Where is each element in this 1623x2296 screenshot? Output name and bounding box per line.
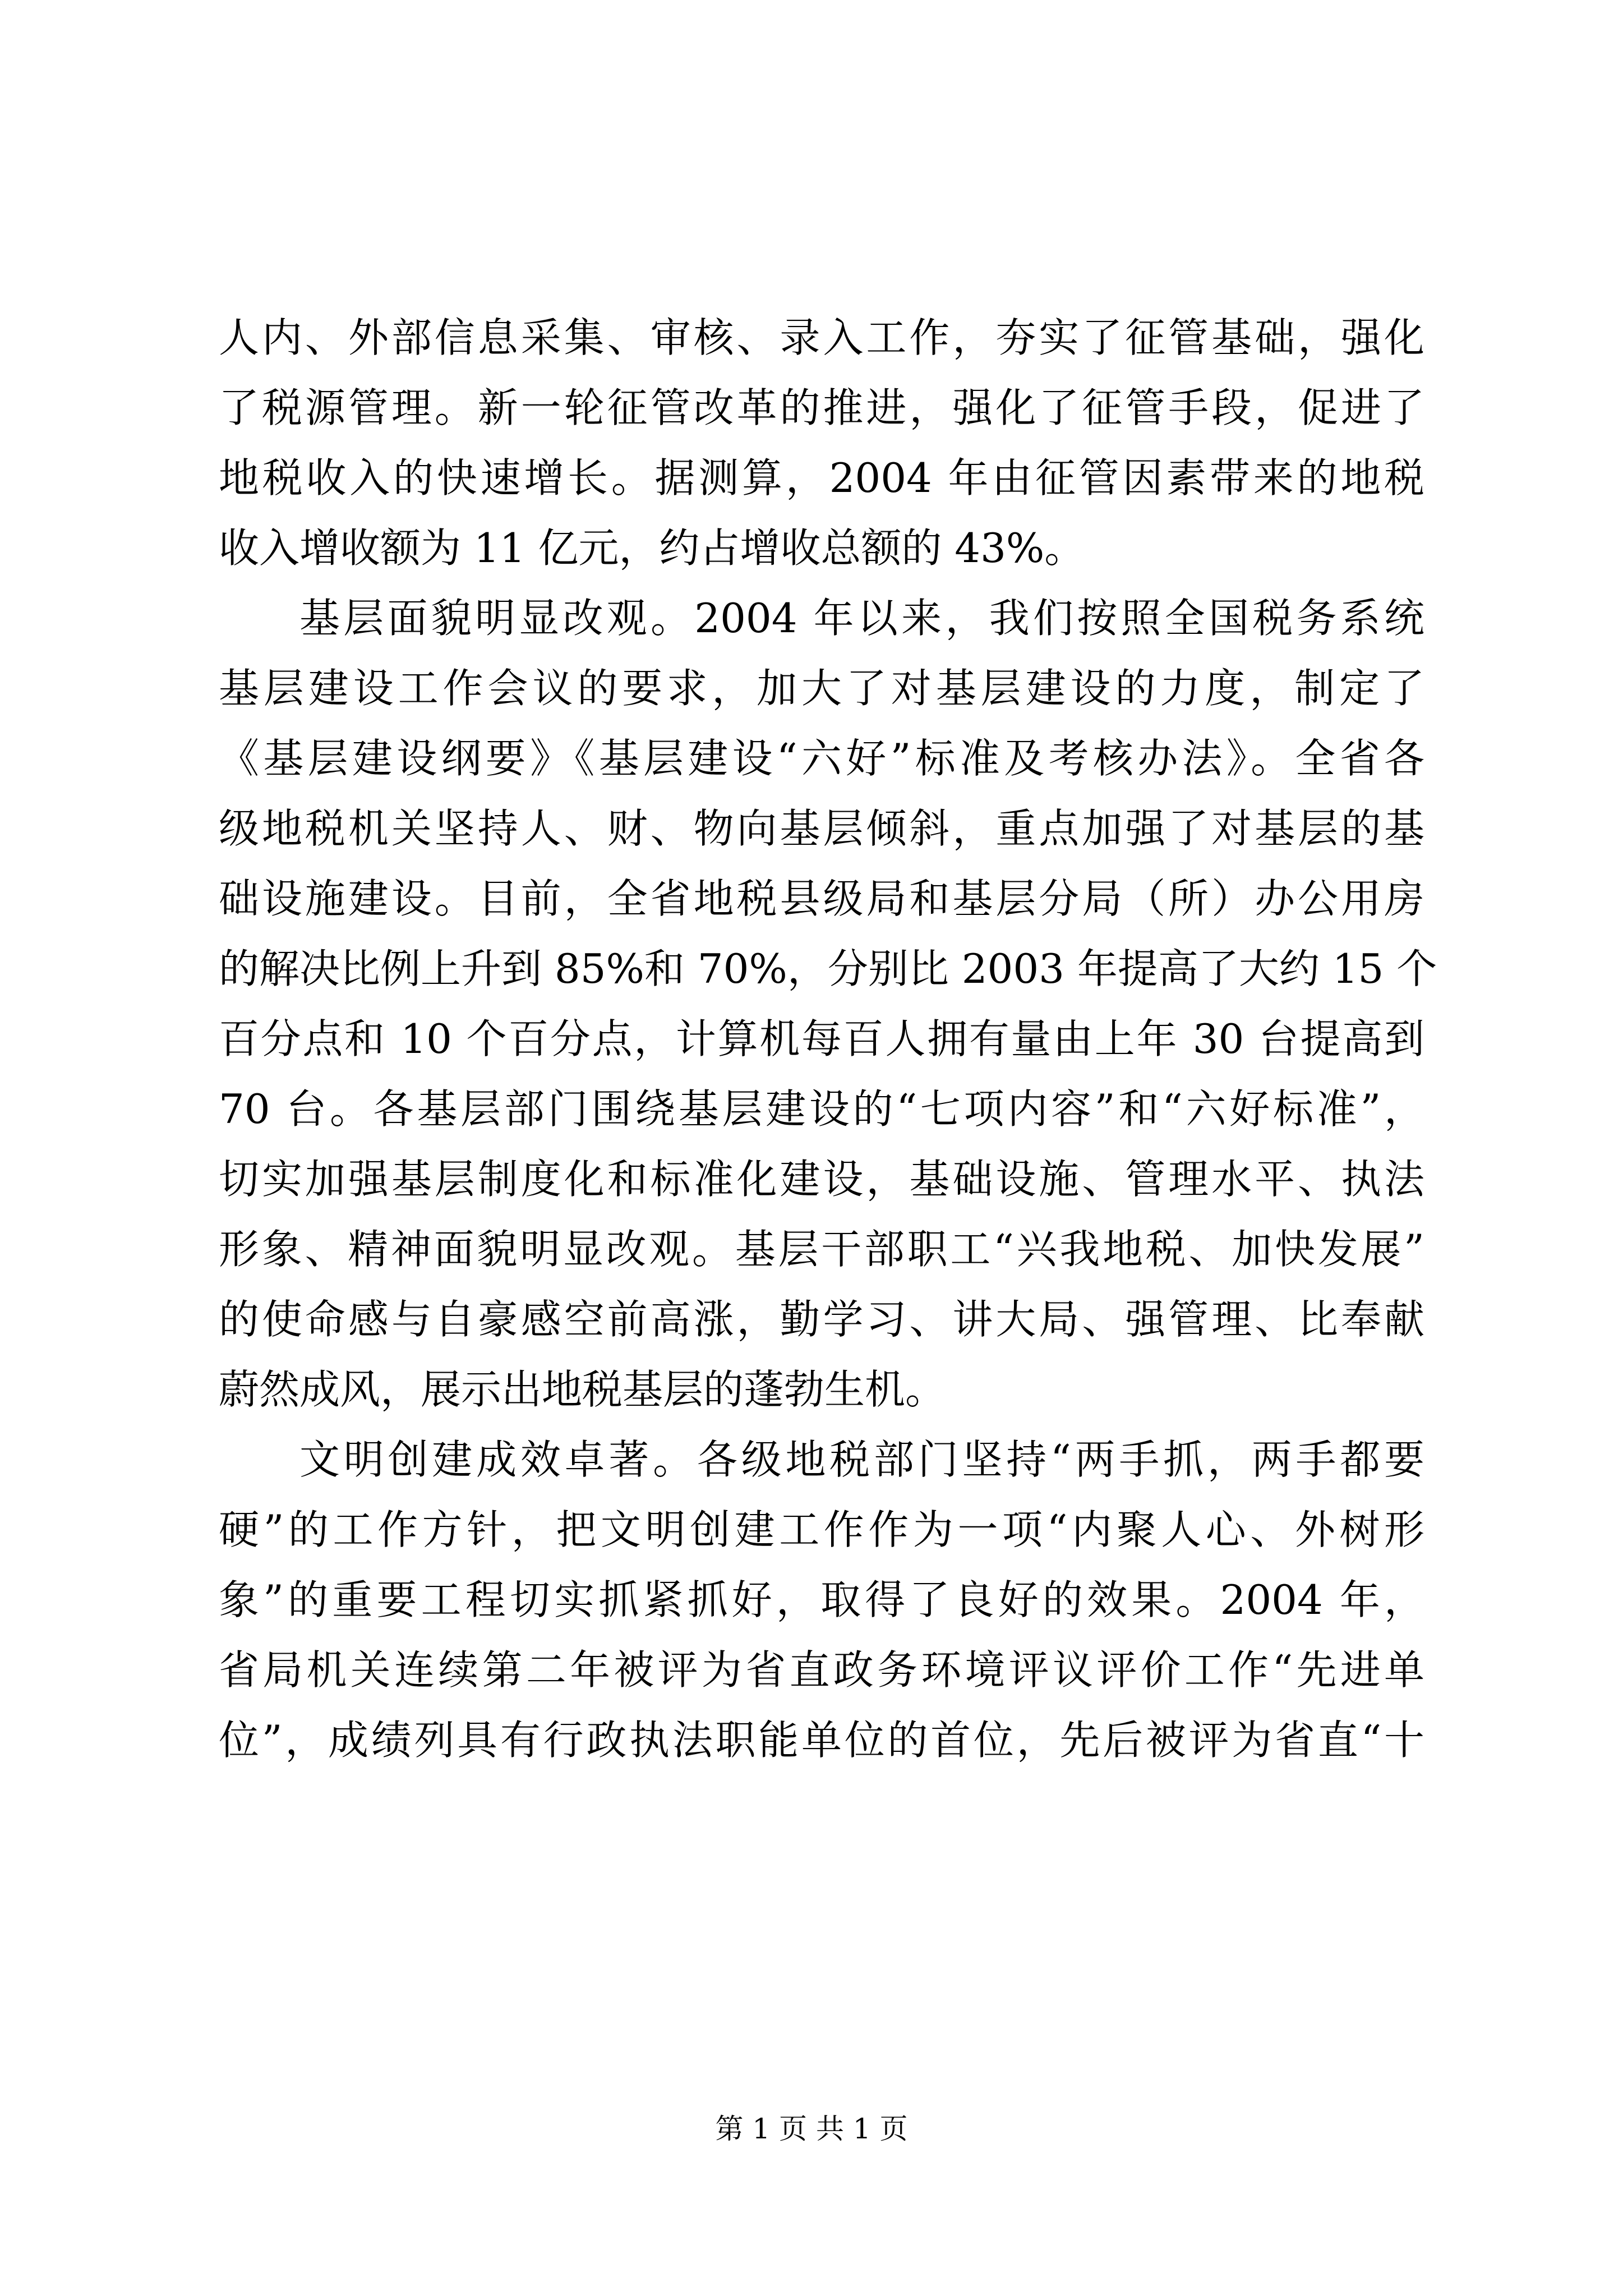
paragraph bbox=[219, 1425, 1424, 1775]
text-line: 位”，成绩列具有行政执法职能单位的首位，先后被评为省直“十 bbox=[219, 1717, 1424, 1764]
text-line: 收入增收额为 11 亿元，约占增收总额的 43%。 bbox=[219, 524, 1085, 572]
text-line: 的解决比例上升到 85%和 70%，分别比 2003 年提高了大约 15 个 bbox=[219, 945, 1437, 992]
text-line: 百分点和 10 个百分点，计算机每百人拥有量由上年 30 台提高到 bbox=[219, 1015, 1424, 1062]
text-line: 省局机关连续第二年被评为省直政务环境评议评价工作“先进单 bbox=[219, 1646, 1424, 1694]
text-line: 基层面貌明显改观。2004 年以来，我们按照全国税务系统 bbox=[299, 595, 1424, 642]
text-line: 的使命感与自豪感空前高涨，勤学习、讲大局、强管理、比奉献 bbox=[219, 1296, 1424, 1343]
text-line: 《基层建设纲要》《基层建设“六好”标准及考核办法》。全省各 bbox=[219, 735, 1424, 782]
text-line: 级地税机关坚持人、财、物向基层倾斜，重点加强了对基层的基 bbox=[219, 805, 1424, 852]
text-line: 蔚然成风，展示出地税基层的蓬勃生机。 bbox=[219, 1366, 946, 1413]
text-line: 象”的重要工程切实抓紧抓好，取得了良好的效果。2004 年， bbox=[219, 1576, 1424, 1623]
text-line: 文明创建成效卓著。各级地税部门坚持“两手抓，两手都要 bbox=[299, 1436, 1424, 1483]
text-line: 形象、精神面貌明显改观。基层干部职工“兴我地税、加快发展” bbox=[219, 1226, 1424, 1273]
paragraph bbox=[219, 303, 1424, 583]
text-line: 人内、外部信息采集、审核、录入工作，夯实了征管基础，强化 bbox=[219, 314, 1424, 361]
page-number: 第 1 页 共 1 页 bbox=[715, 2113, 908, 2145]
text-line: 了税源管理。新一轮征管改革的推进，强化了征管手段，促进了 bbox=[219, 384, 1424, 431]
text-line: 70 台。各基层部门围绕基层建设的“七项内容”和“六好标准”， bbox=[219, 1085, 1424, 1133]
text-line: 础设施建设。目前，全省地税县级局和基层分局（所）办公用房 bbox=[219, 875, 1424, 922]
text-line: 基层建设工作会议的要求，加大了对基层建设的力度，制定了 bbox=[219, 665, 1424, 712]
document-body bbox=[219, 303, 1437, 1775]
paragraph bbox=[219, 583, 1437, 1425]
text-line: 切实加强基层制度化和标准化建设，基础设施、管理水平、执法 bbox=[219, 1156, 1424, 1203]
text-line: 硬”的工作方针，把文明创建工作作为一项“内聚人心、外树形 bbox=[219, 1506, 1424, 1553]
page-footer bbox=[0, 2109, 1623, 2148]
text-line: 地税收入的快速增长。据测算，2004 年由征管因素带来的地税 bbox=[219, 454, 1424, 501]
